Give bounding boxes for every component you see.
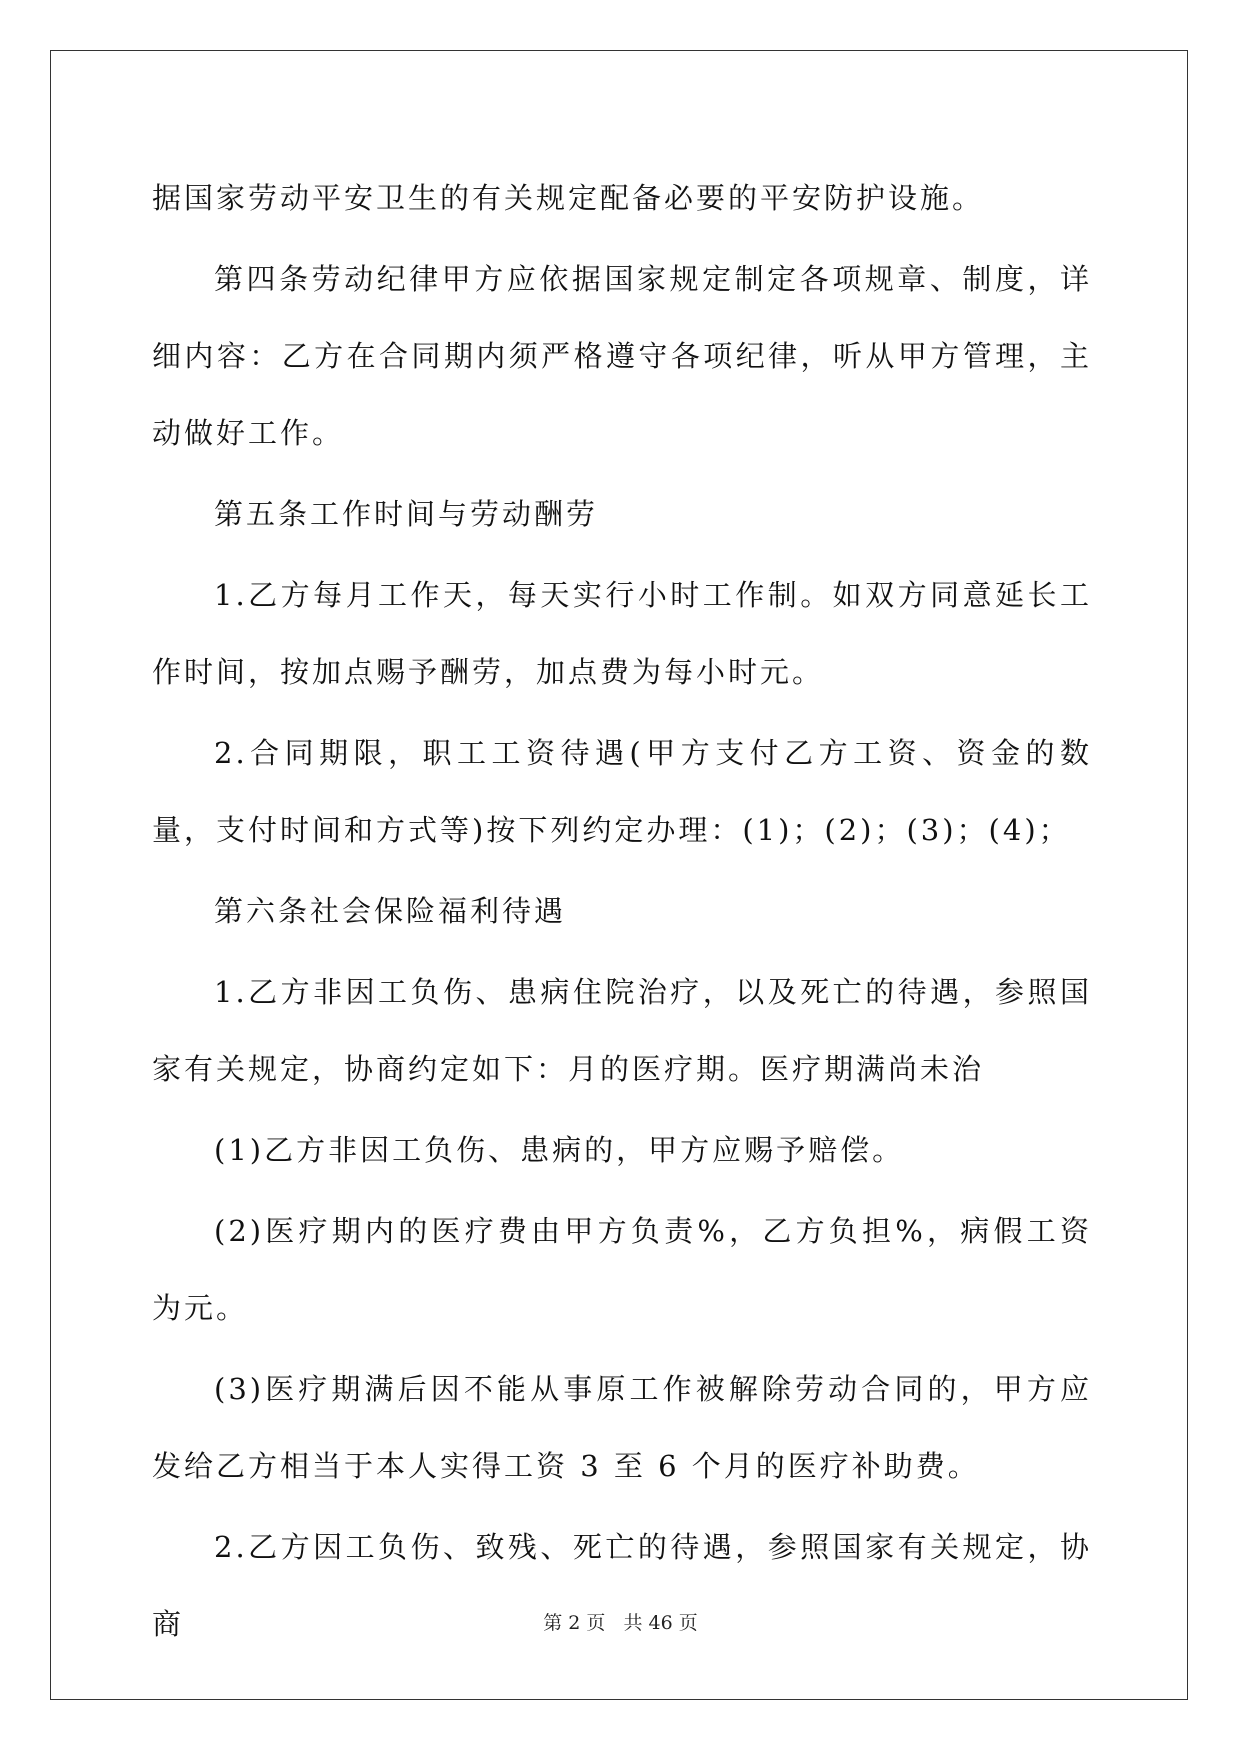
page-number: 第 2 页	[543, 1612, 606, 1634]
paragraph-9: (2)医疗期内的医疗费由甲方负责%，乙方负担%，病假工资为元。	[152, 1214, 1092, 1325]
paragraph-6: 第六条社会保险福利待遇	[214, 894, 567, 928]
paragraph-3: 第五条工作时间与劳动酬劳	[214, 497, 599, 531]
total-pages: 共 46 页	[623, 1612, 698, 1634]
paragraph-5: 2.合同期限，职工工资待遇(甲方支付乙方工资、资金的数量，支付时间和方式等)按下列约定办理：(1)；(2)；(3)；(4)；	[152, 736, 1092, 847]
paragraph-4: 1.乙方每月工作天，每天实行小时工作制。如双方同意延长工作时间，按加点赐予酬劳，加点费为每小时元。	[152, 578, 1092, 689]
paragraph-10: (3)医疗期满后因不能从事原工作被解除劳动合同的，甲方应发给乙方相当于本人实得工资 3 至 6 个月的医疗补助费。	[152, 1372, 1092, 1483]
page-footer	[0, 1608, 1241, 1635]
paragraph-7: 1.乙方非因工负伤、患病住院治疗，以及死亡的待遇，参照国家有关规定，协商约定如下：月的医疗期。医疗期满尚未治	[152, 975, 1092, 1086]
paragraph-1: 据国家劳动平安卫生的有关规定配备必要的平安防护设施。	[152, 181, 985, 215]
document-body	[152, 160, 1092, 1667]
paragraph-11: 2.乙方因工负伤、致残、死亡的待遇，参照国家有关规定，协商	[152, 1530, 1092, 1641]
paragraph-2: 第四条劳动纪律甲方应依据国家规定制定各项规章、制度，详细内容：乙方在合同期内须严格遵守各项纪律，听从甲方管理，主动做好工作。	[152, 262, 1092, 450]
paragraph-8: (1)乙方非因工负伤、患病的，甲方应赐予赔偿。	[214, 1133, 905, 1167]
